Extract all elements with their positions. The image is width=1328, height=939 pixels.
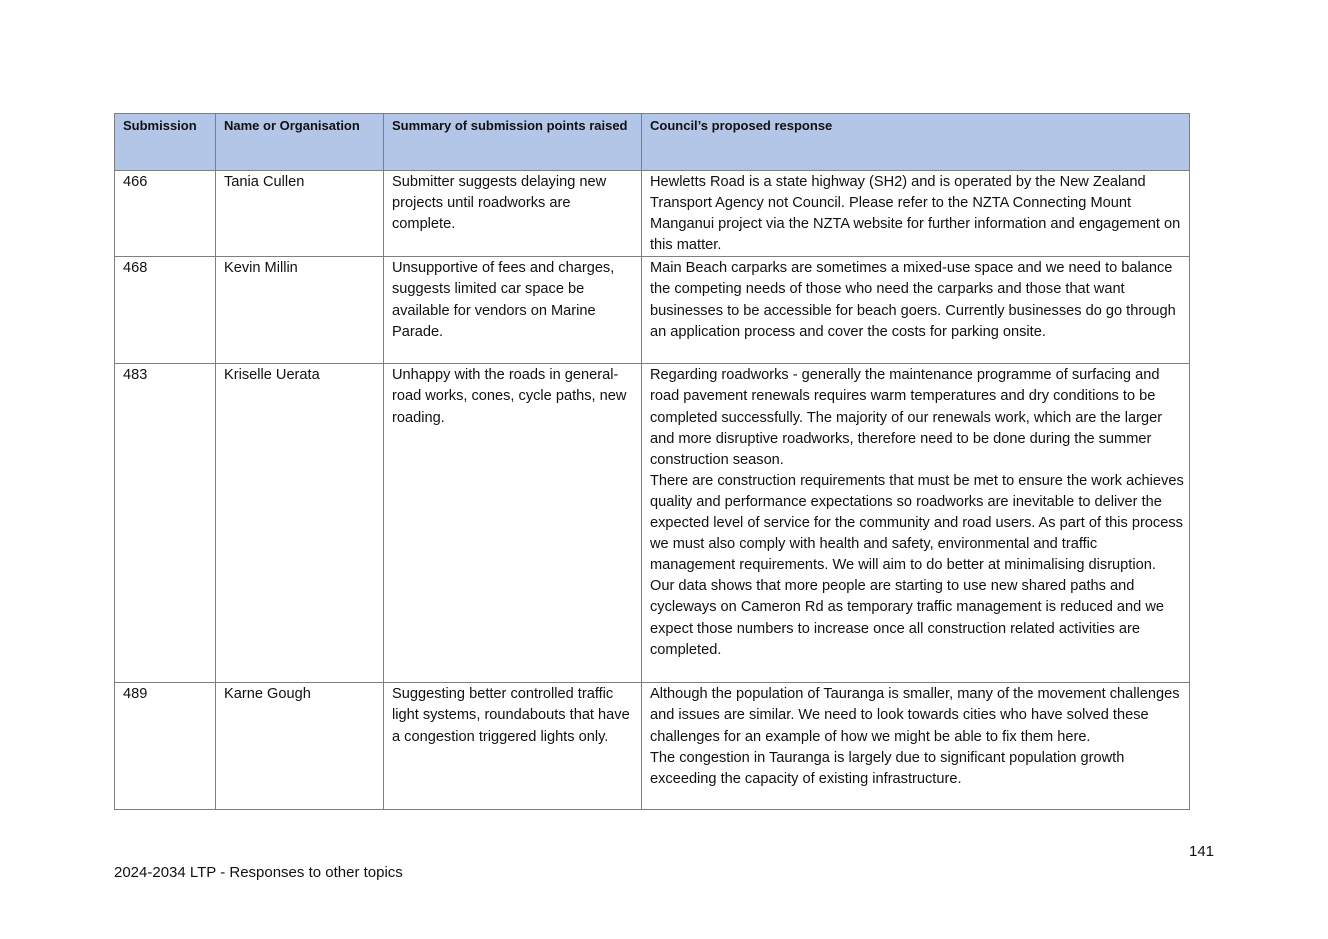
table-header-row: [115, 114, 1190, 171]
page-number: 141: [1189, 843, 1215, 860]
response-paragraph: Our data shows that more people are starting to use new shared paths and cycleways on Cameron Rd as temporary traffic management is reduced and we expect those numbers to increase once all construction related activities are completed.: [650, 578, 1164, 658]
cell-summary: Suggesting better controlled traffic light systems, roundabouts that have a congestion triggered lights only.: [384, 683, 642, 810]
response-paragraph: Although the population of Tauranga is smaller, many of the movement challenges and issues are similar. We need to look towards cities who have solved these challenges for an example of how we might be able to fix them here.: [650, 686, 1180, 745]
cell-name: Kevin Millin: [216, 257, 384, 364]
cell-response: [642, 683, 1190, 810]
cell-name: Kriselle Uerata: [216, 364, 384, 683]
header-summary: Summary of submission points raised: [384, 114, 642, 171]
table-row: [115, 683, 1190, 810]
response-paragraph: The congestion in Tauranga is largely due to significant population growth exceeding the capacity of existing infrastructure.: [650, 749, 1125, 787]
header-submission: Submission: [115, 114, 216, 171]
cell-response: [642, 171, 1190, 257]
table-row: [115, 257, 1190, 364]
cell-summary: Unsupportive of fees and charges, suggests limited car space be available for vendors on Marine Parade.: [384, 257, 642, 364]
response-paragraph: Regarding roadworks - generally the maintenance programme of surfacing and road pavement renewals requires warm temperatures and dry conditions to be completed successfully. The majority of our renewals work, which are the larger and more disruptive roadworks, therefore need to be done during the summer construction season.: [650, 367, 1163, 468]
cell-summary: Unhappy with the roads in general- road works, cones, cycle paths, new roading.: [384, 364, 642, 683]
cell-submission: 466: [115, 171, 216, 257]
table-row: [115, 171, 1190, 257]
response-paragraph: Hewletts Road is a state highway (SH2) and is operated by the New Zealand Transport Agency not Council. Please refer to the NZTA Connecting Mount Manganui project via the NZTA website for further information and engagement on this matter.: [650, 174, 1181, 254]
cell-response: [642, 257, 1190, 364]
submissions-table: [114, 113, 1190, 810]
table-row: [115, 364, 1190, 683]
cell-name: Tania Cullen: [216, 171, 384, 257]
response-paragraph: There are construction requirements that must be met to ensure the work achieves quality and performance expectations so roadworks are inevitable to deliver the expected level of service for the community and road users. As part of this process we must also comply with health and safety, environmental and traffic management requirements. We will aim to do better at minimalising disruption.: [650, 472, 1184, 574]
cell-response: [642, 364, 1190, 683]
cell-submission: 468: [115, 257, 216, 364]
header-name: Name or Organisation: [216, 114, 384, 171]
footer-title: 2024-2034 LTP - Responses to other topics: [114, 864, 403, 881]
cell-submission: 483: [115, 364, 216, 683]
cell-submission: 489: [115, 683, 216, 810]
header-response: Council’s proposed response: [642, 114, 1190, 171]
cell-summary: Submitter suggests delaying new projects until roadworks are complete.: [384, 171, 642, 257]
cell-name: Karne Gough: [216, 683, 384, 810]
response-paragraph: Main Beach carparks are sometimes a mixed-use space and we need to balance the competing needs of those who need the carparks and those that want businesses to be accessible for beach goers. Currently businesses do go through an application process and cover the costs for parking onsite.: [650, 260, 1176, 340]
